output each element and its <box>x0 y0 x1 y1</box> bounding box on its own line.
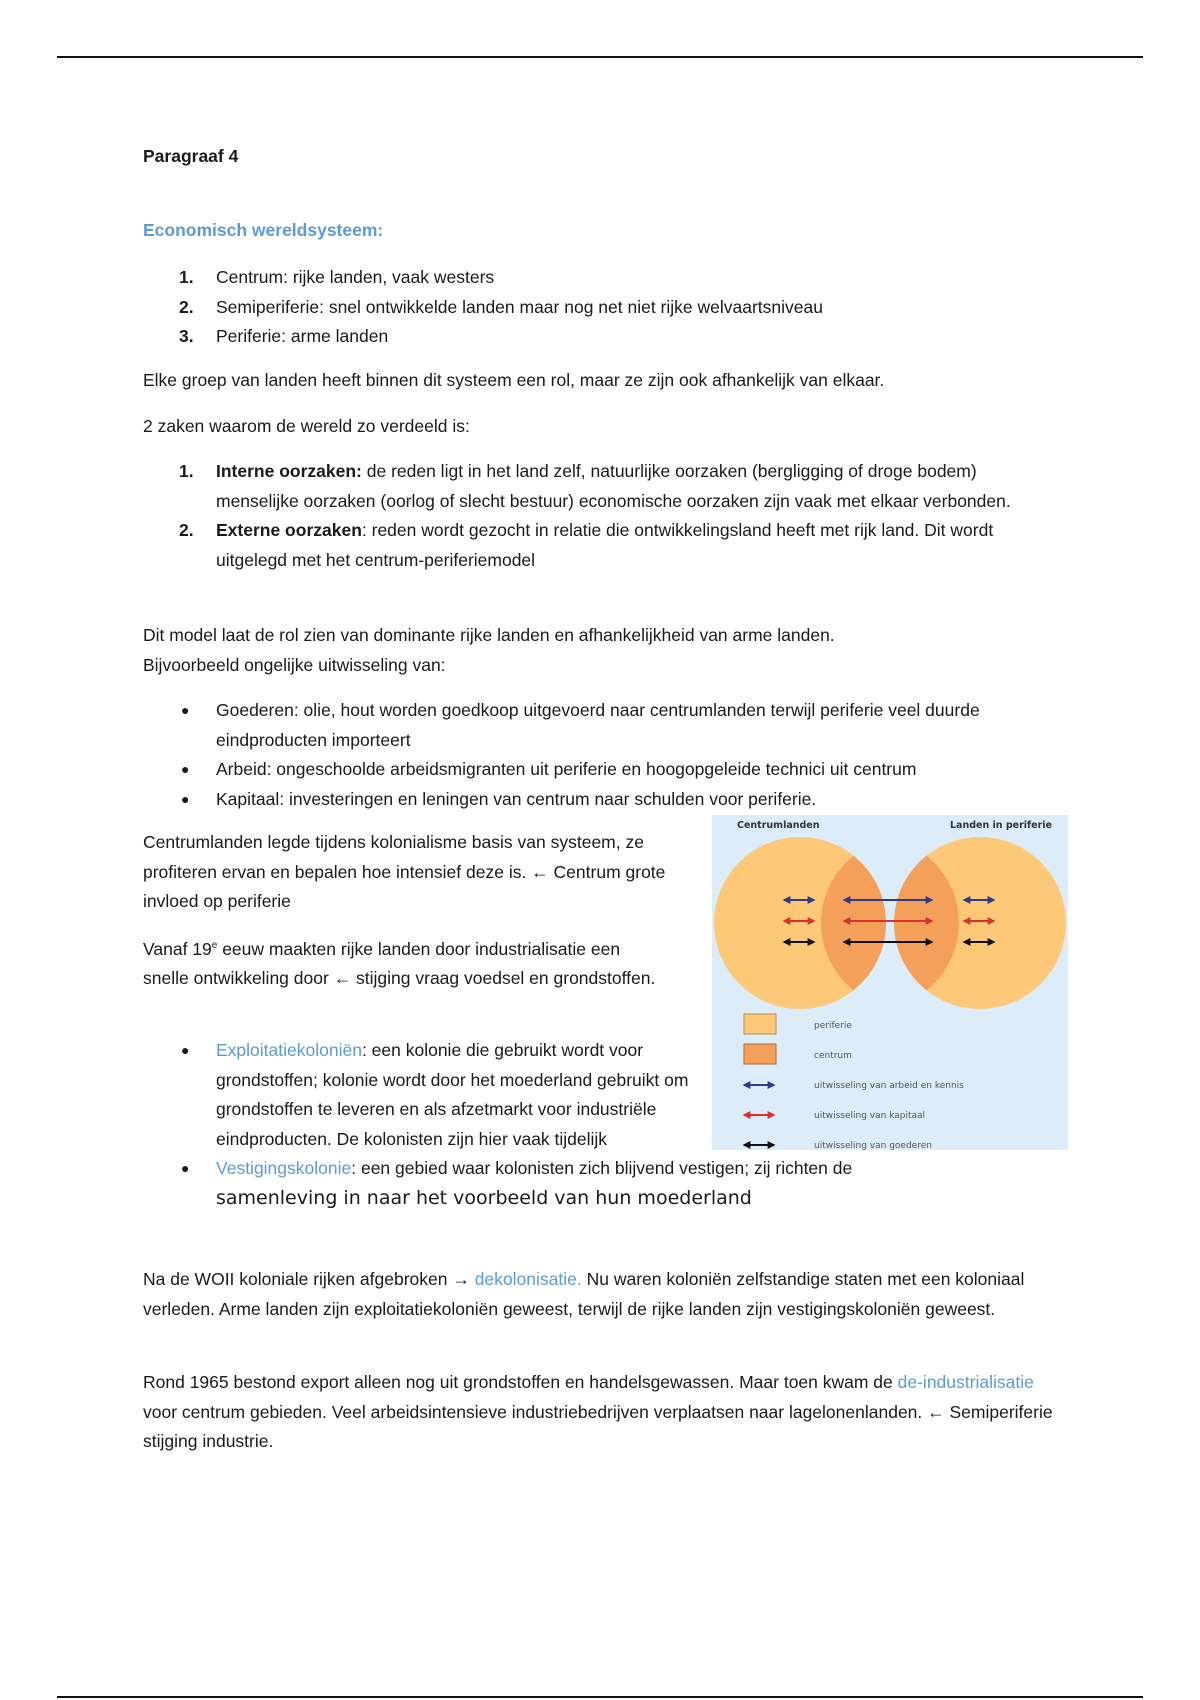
list-item <box>143 293 1053 323</box>
paragraph-19th-century <box>143 931 668 994</box>
list-text: Semiperiferie: snel ontwikkelde landen maar nog net niet rijke welvaartsniveau <box>216 296 823 317</box>
bullet-icon: ● <box>181 790 190 807</box>
page-title: Paragraaf 4 <box>143 146 239 166</box>
list-text: : een kolonie die gebruikt wordt voor grondstoffen; kolonie wordt door het moederland gebruikt om grondstoffen te leveren en als afzetmarkt voor industriële eindproducten. De kolonisten zijn hier vaak tijdelijk <box>216 1040 689 1149</box>
model-line-2: Bijvoorbeeld ongelijke uitwisseling van: <box>143 654 446 675</box>
list-text: : reden wordt gezocht in relatie die ontwikkelingsland heeft met rijk land. Dit wordt uitgelegd met het centrum-periferiemodel <box>216 520 994 570</box>
bullet-icon: ● <box>181 1160 190 1176</box>
list-text: : een gebied waar kolonisten zich blijvend vestigen; zij richten de <box>351 1158 853 1178</box>
paragraph-groups: Elke groep van landen heeft binnen dit systeem een rol, maar ze zijn ook afhankelijk van elkaar. <box>143 370 885 390</box>
legend-label: uitwisseling van kapitaal <box>814 1111 926 1121</box>
list-item <box>143 263 1053 293</box>
paragraph-deindustrialisation <box>143 1368 1053 1457</box>
text: voor centrum gebieden. Veel arbeidsintensieve industriebedrijven verplaatsen naar lagelonenlanden. ← Semiperiferie stijging industrie. <box>143 1401 1053 1451</box>
top-rule <box>57 56 1143 58</box>
system-list <box>143 263 1053 352</box>
paragraph-colonial: Centrumlanden legde tijdens kolonialisme basis van systeem, ze profiteren ervan en bepalen hoe intensief deze is. ← Centrum grote invloed op periferie <box>143 832 666 911</box>
text: Vanaf 19 <box>143 938 212 959</box>
legend-label: uitwisseling van arbeid en kennis <box>814 1081 964 1091</box>
list-item <box>143 696 1063 755</box>
legend-label: periferie <box>814 1021 852 1031</box>
superscript: e <box>211 940 218 951</box>
list-number: 3. <box>179 326 194 346</box>
list-text: samenleving in naar het voorbeeld van hun moederland <box>216 1186 752 1209</box>
bottom-rule <box>57 1696 1143 1698</box>
bullet-icon: ● <box>181 1042 190 1058</box>
list-text: Goederen: olie, hout worden goedkoop uitgevoerd naar centrumlanden terwijl periferie veel duurde eindproducten importeert <box>216 700 980 750</box>
list-lead: Externe oorzaken <box>216 520 362 540</box>
paragraph-reasons: 2 zaken waarom de wereld zo verdeeld is: <box>143 416 470 436</box>
list-item <box>143 1154 1063 1213</box>
list-number: 1. <box>179 461 194 481</box>
bullet-icon: ● <box>181 761 190 777</box>
label-periferie-landen: Landen in periferie <box>949 820 1052 831</box>
term: Exploitatiekoloniën <box>216 1040 362 1060</box>
list-number: 2. <box>179 520 194 540</box>
diagram-svg <box>712 815 1068 1150</box>
list-number: 2. <box>179 296 194 317</box>
text: Na de WOII koloniale rijken afgebroken → <box>143 1269 475 1289</box>
reasons-list <box>143 457 1063 575</box>
centrum-periferie-diagram <box>712 815 1068 1150</box>
exchange-list <box>143 696 1063 814</box>
list-text: Centrum: rijke landen, vaak westers <box>216 267 495 287</box>
paragraph-model <box>143 621 1053 680</box>
legend-label: uitwisseling van goederen <box>814 1141 932 1150</box>
list-number: 1. <box>179 267 194 287</box>
list-item <box>143 457 1063 516</box>
list-text: Kapitaal: investeringen en leningen van centrum naar schulden voor periferie. <box>216 788 817 809</box>
label-centrumlanden: Centrumlanden <box>737 820 820 831</box>
legend-swatch-periferie <box>744 1014 776 1034</box>
bullet-icon: ● <box>181 702 190 718</box>
term: Vestigingskolonie <box>216 1158 352 1178</box>
section-heading: Economisch wereldsysteem: <box>143 220 384 240</box>
text: Nu waren koloniën zelfstandige staten met een koloniaal verleden. Arme landen zijn exploitatiekoloniën geweest, terwijl de rijke landen zijn vestigingskoloniën geweest. <box>143 1269 1025 1319</box>
legend-swatch-centrum <box>744 1044 776 1064</box>
list-item <box>143 785 1063 815</box>
term: de-industrialisatie <box>897 1372 1034 1392</box>
list-item <box>143 322 1053 352</box>
term: dekolonisatie. <box>474 1269 582 1289</box>
list-text: de reden ligt in het land zelf, natuurlijke oorzaken (bergligging of droge bodem) menselijke oorzaken (oorlog of slecht bestuur) economische oorzaken zijn vaak met elkaar verbonden. <box>216 461 1011 511</box>
text: Rond 1965 bestond export alleen nog uit grondstoffen en handelsgewassen. Maar toen kwam de <box>143 1372 898 1392</box>
list-item <box>143 755 1063 785</box>
list-item <box>143 516 1063 575</box>
text: eeuw maakten rijke landen door industrialisatie een snelle ontwikkeling door ← stijging vraag voedsel en grondstoffen. <box>143 938 656 989</box>
list-text: Arbeid: ongeschoolde arbeidsmigranten uit periferie en hoogopgeleide technici uit centrum <box>216 759 917 779</box>
legend-label: centrum <box>814 1051 852 1061</box>
list-item <box>143 1036 698 1154</box>
list-text: Periferie: arme landen <box>216 326 389 346</box>
paragraph-decolonisation <box>143 1265 1053 1324</box>
model-line-1: Dit model laat de rol zien van dominante rijke landen en afhankelijkheid van arme landen. <box>143 625 835 645</box>
list-lead: Interne oorzaken: <box>216 461 362 481</box>
